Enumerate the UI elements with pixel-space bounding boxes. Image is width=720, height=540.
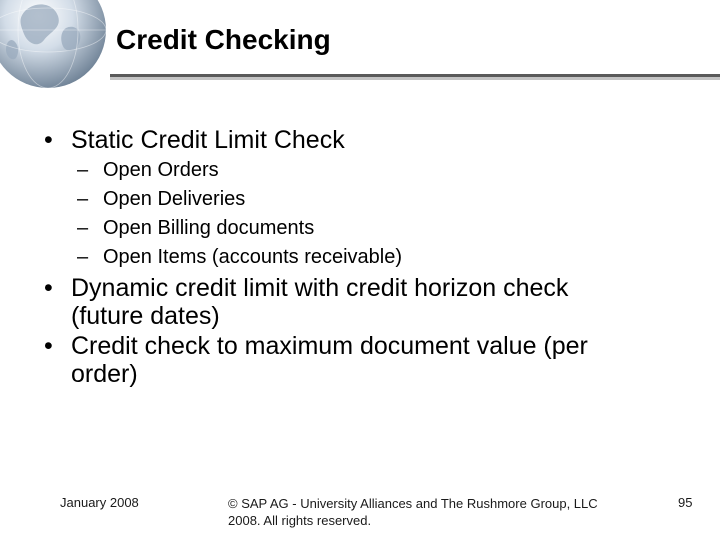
dash-icon: – (77, 246, 89, 268)
subbullet-open-billing-documents (44, 214, 684, 243)
bullet-dynamic-credit-limit (44, 274, 684, 330)
footer-copyright (228, 495, 628, 529)
subbullet-text: Open Deliveries (103, 188, 246, 210)
footer-copyright-line1: © SAP AG - University Alliances and The Rushmore Group, LLC (228, 496, 598, 511)
subbullet-text: Open Orders (103, 159, 219, 181)
dash-icon: – (77, 217, 89, 239)
slide-content (44, 126, 684, 388)
bullet-icon: • (44, 126, 53, 154)
subbullet-text: Open Items (accounts receivable) (103, 246, 403, 268)
bullet-text-line1: Credit check to maximum document value (per (71, 332, 588, 360)
bullet-static-credit-limit (44, 126, 684, 154)
footer-copyright-line2: 2008. All rights reserved. (228, 513, 372, 528)
footer-date: January 2008 (60, 495, 139, 510)
bullet-text-line2: order) (71, 360, 138, 388)
bullet-text-line2: (future dates) (71, 302, 220, 330)
title-rule-light (110, 77, 720, 80)
subbullet-open-items (44, 243, 684, 272)
dash-icon: – (77, 188, 89, 210)
subbullet-open-orders (44, 156, 684, 185)
footer-page-number: 95 (678, 495, 693, 510)
slide-title: Credit Checking (116, 24, 331, 55)
subbullet-text: Open Billing documents (103, 217, 315, 239)
bullet-maximum-document-value (44, 332, 684, 388)
bullet-icon: • (44, 332, 53, 360)
dash-icon: – (77, 159, 89, 181)
subbullet-open-deliveries (44, 185, 684, 214)
bullet-text-line1: Dynamic credit limit with credit horizon check (71, 274, 569, 302)
bullet-text: Static Credit Limit Check (71, 126, 345, 154)
globe-logo-icon (0, 0, 108, 90)
bullet-icon: • (44, 274, 53, 302)
